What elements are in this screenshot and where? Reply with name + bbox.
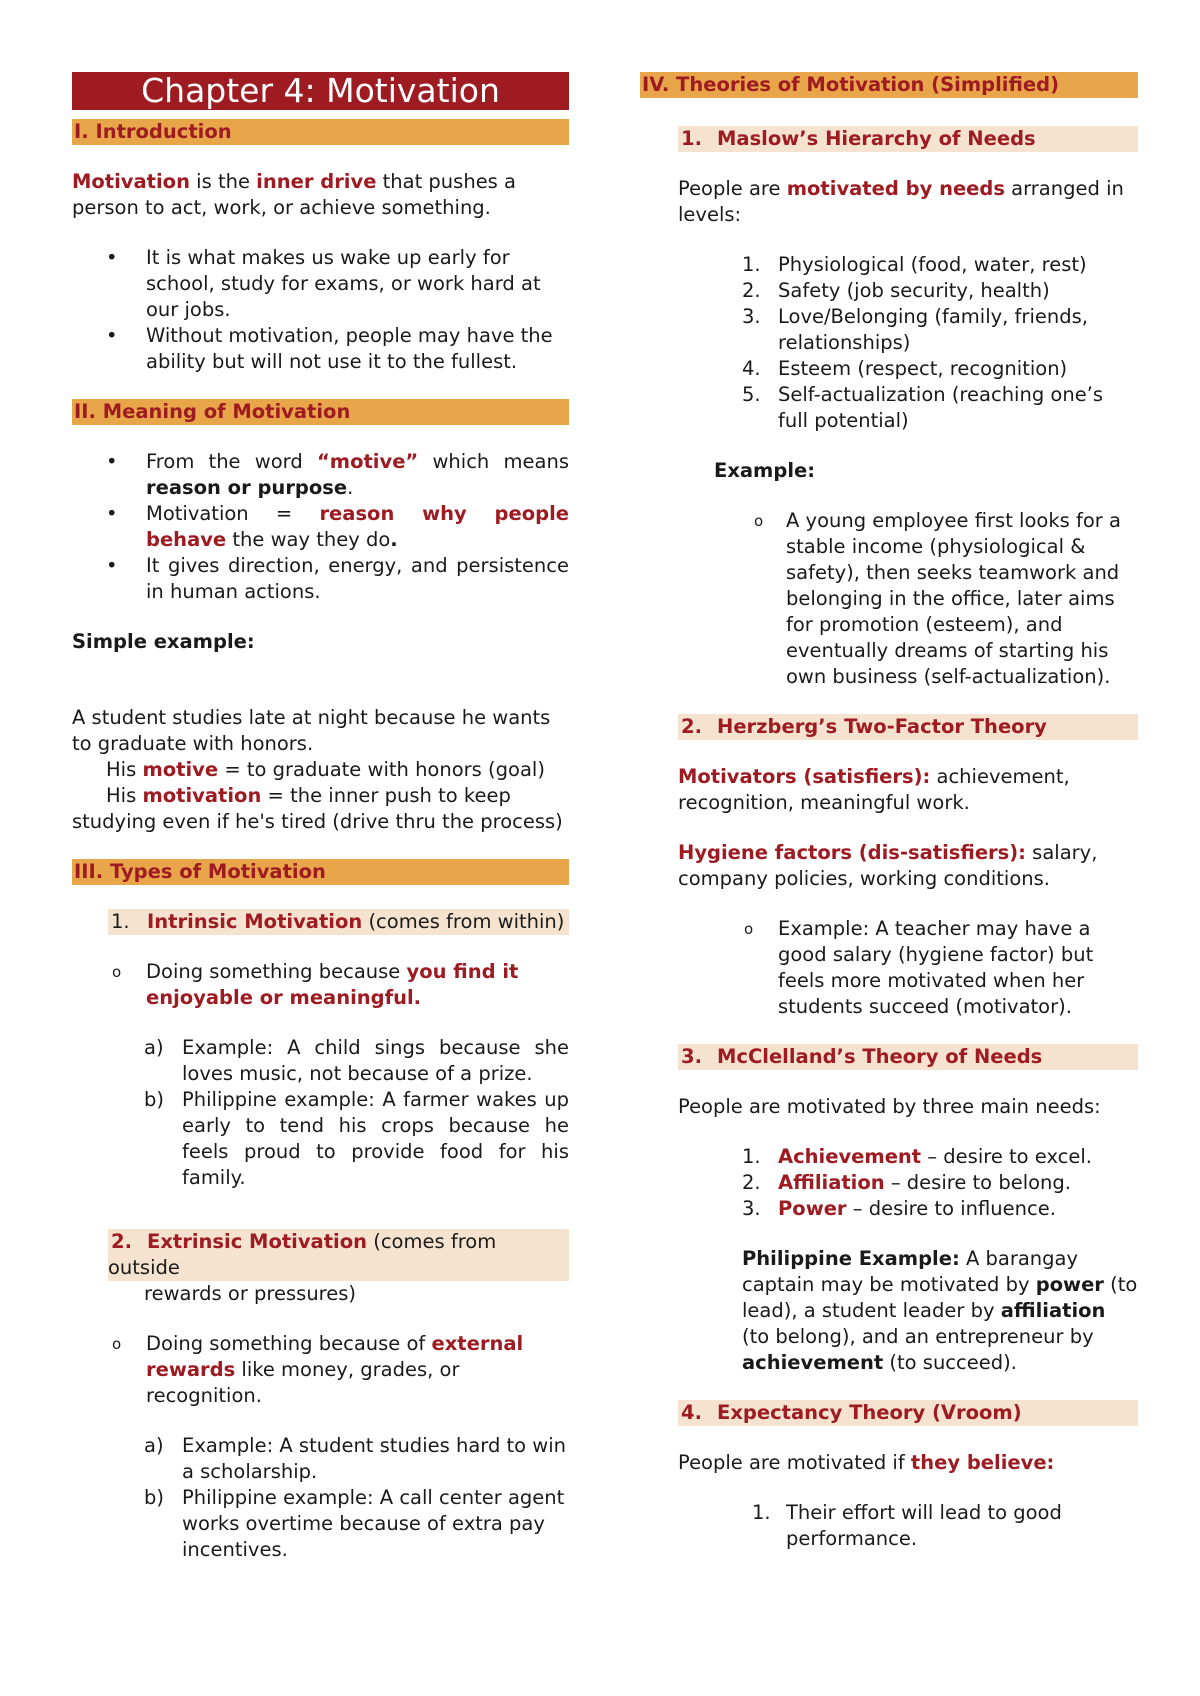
herzberg-hygiene: Hygiene factors (dis-satisfiers): salary, company policies, working conditions. — [678, 841, 1098, 890]
intro-bullet: • It is what makes us wake up early for school, study for exams, or work hard at our jobs. — [72, 245, 569, 323]
extrinsic-description: o Doing something because of external rewards like money, grades, or recognition. — [72, 1331, 569, 1409]
herzberg-motivators: Motivators (satisfiers): achievement, recognition, meaningful work. — [678, 765, 1070, 814]
mcclelland-need: 1. Achievement – desire to excel. — [742, 1145, 1092, 1168]
subheading-mcclelland: 3. McClelland’s Theory of Needs — [678, 1044, 1138, 1070]
extrinsic-example: a) Example: A student studies hard to win a scholarship. — [144, 1434, 567, 1483]
motive-line: His motive = to graduate with honors (goal) — [106, 758, 545, 781]
maslow-level: 1. Physiological (food, water, rest) — [742, 253, 1087, 276]
page-title: Chapter 4: Motivation — [72, 72, 569, 110]
intro-bullet: • Without motivation, people may have the ability but will not use it to the fullest. — [72, 323, 569, 375]
maslow-level: 4. Esteem (respect, recognition) — [742, 357, 1068, 380]
meaning-bullet: • Motivation = reason why people behave the way they do. — [72, 501, 569, 553]
section-heading-theories: IV. Theories of Motivation (Simplified) — [640, 72, 1138, 98]
section-heading-meaning: II. Meaning of Motivation — [72, 399, 569, 425]
meaning-bullet: • It gives direction, energy, and persistence in human actions. — [72, 553, 569, 605]
mcclelland-philippine-example: Philippine Example: A barangay captain may be motivated by power (to lead), a student leader by affiliation (to belong), and an entrepreneur by achievement (to succeed). — [742, 1247, 1138, 1374]
left-column — [72, 72, 569, 1563]
expectancy-intro: People are motivated if they believe: — [678, 1451, 1055, 1474]
subheading-intrinsic: 1. Intrinsic Motivation (comes from within) — [108, 909, 569, 935]
expectancy-item: 1. Their effort will lead to good performance. — [752, 1501, 1062, 1550]
mcclelland-intro: People are motivated by three main needs: — [678, 1095, 1101, 1118]
subheading-extrinsic: 2. Extrinsic Motivation (comes from outside rewards or pressures) — [108, 1229, 569, 1281]
subheading-herzberg: 2. Herzberg’s Two-Factor Theory — [678, 714, 1138, 740]
maslow-level: 2. Safety (job security, health) — [742, 279, 1050, 302]
maslow-example-label: Example: — [714, 459, 816, 482]
subheading-expectancy: 4. Expectancy Theory (Vroom) — [678, 1400, 1138, 1426]
subheading-maslow: 1. Maslow’s Hierarchy of Needs — [678, 126, 1138, 152]
section-heading-introduction: I. Introduction — [72, 119, 569, 145]
maslow-intro: People are motivated by needs arranged in levels: — [678, 177, 1124, 226]
mcclelland-need: 2. Affiliation – desire to belong. — [742, 1171, 1071, 1194]
maslow-example: o A young employee first looks for a stable income (physiological & safety), then seeks teamwork and belonging in the office, later aims for promotion (esteem), and eventually dreams of starting his own business (self-actualization). — [754, 509, 1121, 688]
intro-paragraph: Motivation is the inner drive that pushes a person to act, work, or achieve something. — [72, 170, 516, 219]
motivation-line: His motivation = the inner push to keep studying even if he's tired (drive thru the process) — [72, 784, 563, 833]
intrinsic-example: b) Philippine example: A farmer wakes up early to tend his crops because he feels proud to provide food for his family. — [144, 1088, 569, 1189]
mcclelland-need: 3. Power – desire to influence. — [742, 1197, 1056, 1220]
intrinsic-example: a) Example: A child sings because she loves music, not because of a prize. — [144, 1036, 569, 1085]
herzberg-example: o Example: A teacher may have a good salary (hygiene factor) but feels more motivated when her students succeed (motivator). — [744, 917, 1094, 1018]
simple-example-label: Simple example: — [72, 630, 255, 653]
intrinsic-description: o Doing something because you find it enjoyable or meaningful. — [72, 959, 569, 1011]
right-column — [640, 72, 1138, 1552]
section-heading-types: III. Types of Motivation — [72, 859, 569, 885]
maslow-level: 3. Love/Belonging (family, friends, relationships) — [742, 305, 1088, 354]
meaning-bullet: • From the word “motive” which means reason or purpose. — [72, 449, 569, 501]
simple-example-text: A student studies late at night because he wants to graduate with honors. — [72, 706, 551, 755]
extrinsic-example: b) Philippine example: A call center agent works overtime because of extra pay incentives. — [144, 1486, 565, 1561]
maslow-level: 5. Self-actualization (reaching one’s full potential) — [742, 383, 1104, 432]
